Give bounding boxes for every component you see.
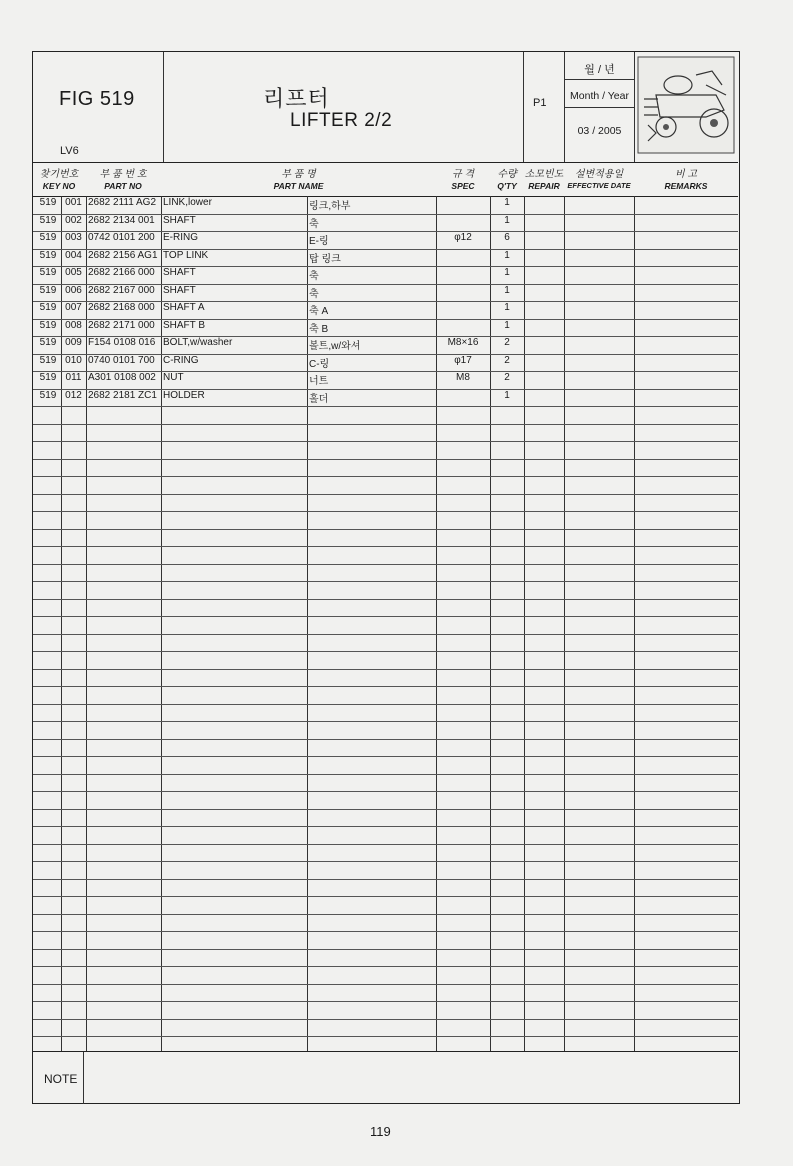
cell-part-name-kr: E-링	[309, 236, 329, 247]
cell-fig: 519	[39, 337, 57, 348]
cell-qty: 2	[504, 372, 510, 383]
table-row	[33, 564, 738, 583]
table-row	[33, 336, 738, 355]
month-year-label-kr: 월 / 년	[584, 64, 615, 76]
page-reference: P1	[533, 97, 547, 109]
cell-key-no: 005	[65, 267, 82, 278]
table-row	[33, 721, 738, 740]
cell-key-no: 012	[65, 389, 82, 401]
cell-fig: 519	[39, 284, 57, 296]
cell-part-name-en: SHAFT A	[163, 302, 205, 313]
cell-fig: 519	[39, 319, 57, 331]
cell-key-no: 001	[65, 197, 82, 208]
cell-part-no: F154 0108 016	[88, 337, 156, 348]
cell-part-name-en: SHAFT	[163, 267, 196, 278]
cell-part-no: 2682 2111 AG2	[88, 197, 157, 208]
table-row	[33, 861, 738, 880]
table-row	[33, 441, 738, 460]
cell-part-no: 0742 0101 200	[88, 232, 155, 243]
column-headers	[33, 162, 738, 197]
cell-qty: 1	[504, 197, 510, 208]
cell-part-no: 2682 2134 001	[88, 214, 155, 226]
table-row	[33, 686, 738, 705]
cell-part-name-kr: C-링	[309, 358, 330, 370]
cell-part-no: 2682 2167 000	[88, 284, 155, 296]
cell-key-no: 002	[65, 214, 82, 226]
table-row	[33, 879, 738, 898]
col-part-name-kr: 부 품 명	[281, 169, 316, 180]
cell-fig: 519	[39, 354, 57, 366]
table-row	[33, 984, 738, 1003]
col-effective-date-kr: 설변적용일	[574, 169, 624, 180]
cell-fig: 519	[39, 214, 57, 226]
cell-qty: 2	[504, 337, 510, 348]
cell-fig: 519	[39, 389, 57, 401]
col-key-no-en: KEY NO	[42, 181, 76, 191]
cell-part-name-kr: 볼트,w/와셔	[309, 341, 361, 352]
table-row	[33, 301, 738, 320]
model-code: LV6	[60, 145, 79, 157]
cell-qty: 1	[504, 389, 510, 401]
table-row	[33, 371, 738, 390]
fig-number: FIG 519	[59, 88, 135, 110]
col-key-no-kr: 찾기번호	[39, 169, 79, 180]
cell-part-name-kr: 링크,하부	[309, 201, 351, 212]
table-row	[33, 599, 738, 618]
cell-fig: 519	[39, 372, 57, 383]
table-row	[33, 616, 738, 635]
table-row	[33, 511, 738, 530]
table-row	[33, 231, 738, 250]
cell-part-name-en: SHAFT B	[163, 319, 206, 331]
table-row	[33, 651, 738, 670]
cell-part-name-en: LINK,lower	[163, 197, 212, 208]
page-number: 119	[370, 1124, 391, 1139]
col-qty-en: Q'TY	[497, 181, 517, 191]
table-row	[33, 914, 738, 933]
note-label: NOTE	[44, 1072, 78, 1086]
cell-key-no: 011	[65, 372, 82, 383]
table-row	[33, 389, 738, 408]
cell-part-no: 2682 2168 000	[88, 302, 155, 313]
table-row	[33, 739, 738, 758]
col-spec-kr: 규 격	[451, 169, 475, 180]
cell-qty: 1	[504, 319, 510, 331]
cell-part-name-kr: 축	[309, 288, 319, 300]
col-effective-date-en: EFFECTIVE DATE	[567, 181, 631, 190]
cell-qty: 1	[504, 214, 510, 226]
cell-fig: 519	[39, 249, 57, 261]
cell-key-no: 008	[65, 319, 82, 331]
title-english: LIFTER 2/2	[290, 110, 393, 131]
table-row	[33, 669, 738, 688]
col-part-no-en: PART NO	[104, 181, 142, 191]
cell-part-no: 2682 2166 000	[88, 267, 155, 278]
cell-part-name-kr: 축	[309, 218, 319, 230]
table-row	[33, 634, 738, 653]
cell-part-name-en: BOLT,w/washer	[163, 337, 233, 348]
table-row	[33, 406, 738, 425]
table-row	[33, 844, 738, 863]
table-row	[33, 476, 738, 495]
cell-spec: φ12	[454, 232, 472, 243]
table-row	[33, 1001, 738, 1020]
table-row	[33, 791, 738, 810]
col-qty-kr: 수량	[497, 169, 517, 180]
table-row	[33, 196, 738, 215]
table-row	[33, 249, 738, 268]
cell-key-no: 007	[65, 302, 82, 313]
cell-part-name-kr: 축 B	[309, 323, 329, 335]
col-remarks-en: REMARKS	[664, 181, 708, 191]
cell-part-name-kr: 홀더	[309, 393, 329, 405]
cell-qty: 1	[504, 302, 510, 313]
table-row	[33, 266, 738, 285]
table-row	[33, 1019, 738, 1038]
table-row	[33, 529, 738, 548]
table-row	[33, 354, 738, 373]
cell-part-name-en: E-RING	[163, 232, 198, 243]
table-row	[33, 424, 738, 443]
col-spec-en: SPEC	[451, 181, 475, 191]
table-row	[33, 546, 738, 565]
table-row	[33, 214, 738, 233]
table-row	[33, 319, 738, 338]
parts-sheet	[32, 51, 740, 1104]
col-repair-en: REPAIR	[528, 181, 560, 191]
cell-part-name-en: HOLDER	[163, 389, 205, 401]
note-area	[33, 1051, 738, 1104]
cell-qty: 1	[504, 249, 510, 261]
cell-fig: 519	[39, 267, 57, 278]
table-row	[33, 284, 738, 303]
cell-part-no: A301 0108 002	[88, 372, 156, 383]
table-row	[33, 756, 738, 775]
cell-part-name-en: C-RING	[163, 354, 199, 366]
table-row	[33, 896, 738, 915]
cell-part-name-en: SHAFT	[163, 284, 196, 296]
cell-part-name-en: NUT	[163, 372, 184, 383]
cell-key-no: 010	[65, 354, 82, 366]
table-row	[33, 459, 738, 478]
table-row	[33, 949, 738, 968]
cell-part-name-kr: 축	[309, 271, 319, 282]
sheet-header	[33, 52, 738, 163]
cell-part-name-en: SHAFT	[163, 214, 196, 226]
table-row	[33, 826, 738, 845]
table-row	[33, 809, 738, 828]
cell-spec: M8×16	[447, 337, 479, 348]
cell-qty: 1	[504, 267, 510, 278]
cell-part-name-kr: 너트	[309, 376, 329, 387]
cell-part-name-kr: 탑 링크	[309, 253, 341, 265]
cell-fig: 519	[39, 197, 57, 208]
month-year-label-en: Month / Year	[570, 90, 629, 102]
cell-part-no: 0740 0101 700	[88, 354, 155, 366]
table-row	[33, 931, 738, 950]
month-year-value: 03 / 2005	[577, 125, 622, 137]
cell-qty: 2	[504, 354, 510, 366]
table-row	[33, 966, 738, 985]
col-repair-kr: 소모빈도	[524, 169, 564, 180]
cell-part-no: 2682 2171 000	[88, 319, 155, 331]
parts-table	[33, 196, 738, 1051]
cell-qty: 6	[504, 232, 510, 243]
table-row	[33, 581, 738, 600]
table-row	[33, 704, 738, 723]
cell-key-no: 006	[65, 284, 82, 296]
cell-key-no: 009	[65, 337, 82, 348]
col-part-no-kr: 부 품 번 호	[99, 169, 147, 180]
cell-spec: φ17	[454, 354, 472, 366]
cell-key-no: 004	[65, 249, 82, 261]
col-remarks-kr: 비 고	[674, 169, 698, 180]
table-row	[33, 494, 738, 513]
cell-part-name-en: TOP LINK	[163, 249, 209, 261]
title-korean: 리프터	[263, 86, 330, 111]
cell-part-no: 2682 2156 AG1	[88, 249, 158, 261]
table-row	[33, 774, 738, 793]
cell-part-name-kr: 축 A	[309, 306, 329, 317]
cell-part-no: 2682 2181 ZC1	[88, 389, 157, 401]
cell-key-no: 003	[65, 232, 82, 243]
tractor-thumbnail-icon	[636, 55, 736, 155]
col-part-name-en: PART NAME	[273, 181, 324, 191]
cell-qty: 1	[504, 284, 510, 296]
cell-spec: M8	[456, 372, 470, 383]
cell-fig: 519	[39, 302, 57, 313]
cell-fig: 519	[39, 232, 57, 243]
